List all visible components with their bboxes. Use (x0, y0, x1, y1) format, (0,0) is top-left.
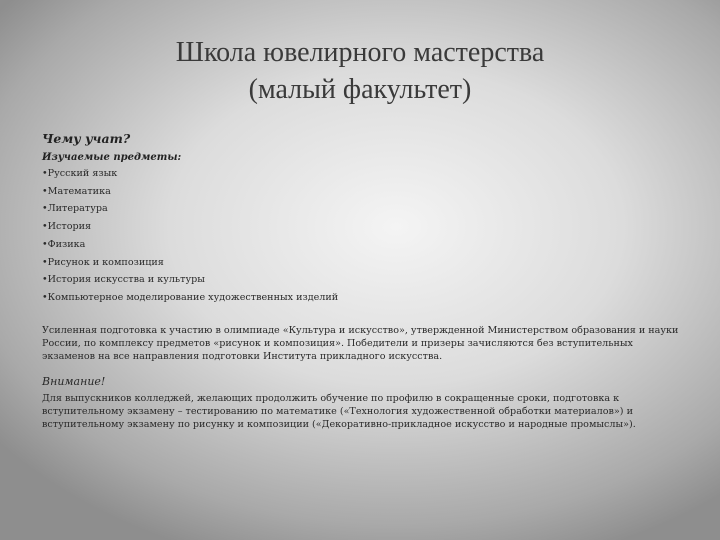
subjects-heading: Изучаемые предметы: (42, 152, 182, 163)
subject-item: •История искусства и культуры (42, 274, 205, 286)
subject-item: •Компьютерное моделирование художественных изделий (42, 291, 339, 303)
olympiad-paragraph: Усиленная подготовка к участию в олимпиаде «Культура и искусство», утвержденной Министерством образования и науки России, по комплексу предметов «рисунок и композиция». Победители и призеры зачисляются без вступительных экзаменов на все направления подготовки Института прикладного искусства. (42, 324, 679, 362)
subjects-list (42, 165, 682, 307)
attention-heading: Внимание! (42, 374, 106, 388)
college-graduates-paragraph: Для выпускников колледжей, желающих продолжить обучение по профилю в сокращенные сроки, подготовка к вступительному экзамену – тестированию по математике («Технология художественной обработки материалов») и вступительному экзамену по рисунку и композиции («Декоративно-прикладное искусство и народные промыслы»). (42, 392, 636, 430)
subject-item: •Рисунок и композиция (42, 256, 164, 268)
section-heading: Чему учат? (42, 131, 131, 146)
subject-item: •История (42, 221, 92, 233)
subject-item: •Литература (42, 203, 108, 215)
title-line-1: Школа ювелирного мастерства (175, 37, 545, 68)
subject-item: •Математика (42, 185, 111, 197)
slide-title (60, 34, 660, 108)
title-line-2: (малый факультет) (248, 74, 472, 105)
slide-content (42, 131, 682, 431)
subject-item: •Физика (42, 238, 86, 250)
subject-item: •Русский язык (42, 168, 118, 179)
